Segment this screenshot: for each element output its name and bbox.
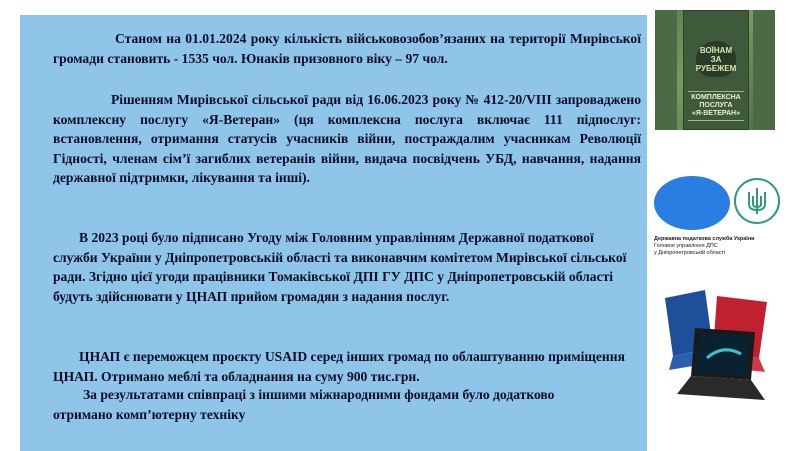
tax-caption-line1: Державна податкова служба України (654, 236, 755, 242)
paragraph-tax-agreement-text: В 2023 році було підписано Угоду між Головним управлінням Державної податкової служби України у Дніпропетровській області та виконавчим комітетом Мирівської сільської ради. Згідно цієї угоди працівники Томаківської ДПІ ГУ ДПС у Дніпропетровській області будуть здійснювати у ЦНАП прийом громадян з надання послуг. (53, 230, 627, 304)
tax-service-caption (654, 236, 778, 257)
blue-oval-shape (654, 176, 730, 230)
paragraph-tax-agreement (53, 228, 633, 306)
book-cover (683, 10, 749, 130)
trident-icon (745, 186, 769, 216)
paragraph-computers-text: За результатами співпраці з іншими міжнародними фондами було додатково отримано комп’ютерну техніку (53, 387, 555, 422)
laptops-icon (655, 288, 780, 410)
book-side-right (753, 10, 775, 130)
paragraph-veteran-service-text: Рішенням Мирівської сільської ради від 16.06.2023 року № 412-20/VIII запроваджено комплексну послугу «Я-Ветеран» (ця комплексна послуга включає 111 підпослуг: встановлення, отримання статусів учасників війни, постраждалим учасникам Революції Гідності, членам сім’ї загиблих ветеранів війни, видача посвідчень УБД, навчання, надання державної підтримки, лікування та інші). (53, 92, 641, 185)
paragraph-military-count-text: Станом на 01.01.2024 року кількість військовозобов’язаних на території Мирівської громади становить - 1535 чол. Юнаків призовного віку – 97 чол. (53, 31, 641, 66)
paragraph-usaid-text: ЦНАП є переможцем проєкту USAID серед інших громад по облаштуванню приміщення ЦНАП. Отримано меблі та обладнання на суму 900 тис.грн. (53, 349, 625, 384)
paragraph-computers (53, 385, 613, 424)
tax-service-logo-image (652, 172, 780, 264)
tax-caption-line2: Головне управління ДПС (654, 243, 718, 249)
paragraph-veteran-service (53, 90, 641, 188)
book-side-left (655, 10, 677, 130)
laptops-image (655, 288, 780, 410)
veteran-book-image (655, 10, 775, 130)
book-title: КОМПЛЕКСНА ПОСЛУГА «Я-ВЕТЕРАН» (688, 91, 744, 121)
paragraph-military-count (53, 29, 641, 68)
tax-caption-line3: у Дніпропетровській області (654, 250, 726, 256)
trident-emblem-icon (734, 178, 780, 224)
paragraph-usaid (53, 347, 641, 386)
main-text-panel (20, 15, 647, 451)
book-logo: ВОЇНАМ ЗА РУБЕЖЕМ (696, 41, 736, 77)
